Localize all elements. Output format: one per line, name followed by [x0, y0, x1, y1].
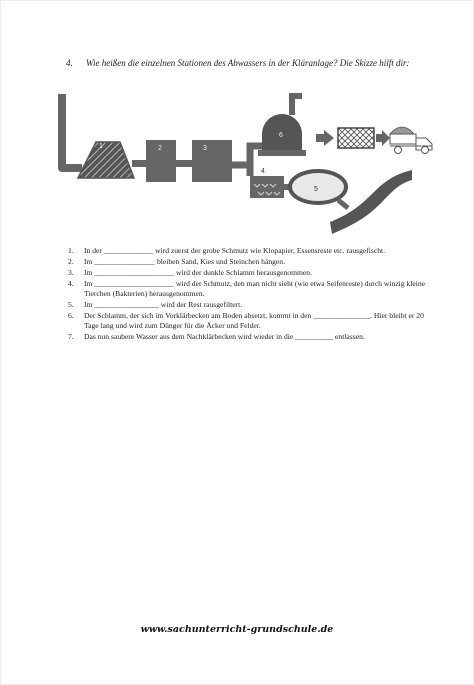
sludge-drying-bed — [338, 128, 374, 148]
label-3: 3 — [203, 145, 207, 152]
task-item — [60, 279, 432, 299]
question-text: Wie heißen die einzelnen Stationen des Abwassers in der Kläranlage? Die Skizze hilft dir: — [86, 58, 410, 68]
task-number: 4. — [68, 279, 74, 288]
task-number: 3. — [68, 268, 74, 277]
task-list — [60, 246, 432, 343]
question-number: 4. — [66, 58, 73, 68]
station-6-digester — [258, 96, 306, 156]
task-item — [60, 257, 432, 267]
arrow-to-truck — [376, 130, 390, 146]
station-3-primary-clarifier — [192, 140, 232, 182]
task-number: 2. — [68, 257, 74, 266]
station-2-grit-chamber — [146, 140, 176, 182]
task-text: Im _____________________ wird der dunkle Schlamm herausgenommen. — [84, 268, 312, 277]
sewage-plant-diagram — [0, 0, 474, 240]
label-4: 4 — [261, 168, 265, 175]
label-5: 5 — [314, 186, 318, 193]
task-text: Im ________________ bleiben Sand, Kies und Steinchen hängen. — [84, 257, 285, 266]
task-text: Das nun saubere Wasser aus dem Nachklärbecken wird wieder in die __________ entlassen. — [84, 332, 365, 341]
footer-website: www.sachunterricht-grundschule.de — [140, 624, 334, 635]
truck-icon — [390, 127, 432, 154]
inlet-pipe — [62, 94, 82, 168]
task-item — [60, 332, 432, 342]
arrow-to-sludge-bed — [316, 130, 334, 146]
task-text: Im _____________________ wird der Schmutz, den man nicht sieht (wie etwa Seifenreste) durch winzig kleine Tierchen (Bakterien) herausgenommen. — [84, 279, 426, 298]
task-text: In der _____________ wird zuerst der grobe Schmutz wie Klopapier, Essensreste etc. rausgefischt. — [84, 246, 386, 255]
station-1-screen — [78, 142, 134, 178]
label-6: 6 — [279, 132, 283, 139]
label-1: 1 — [99, 143, 103, 150]
pipe-2-3 — [176, 160, 192, 167]
outlet-pipe — [338, 200, 348, 208]
task-number: 6. — [68, 311, 74, 320]
task-text: Der Schlamm, der sich im Vorklärbecken am Boden absetzt, kommt in den _______________. Hier bleibt er 20 Tage lang und wird zum Dünger für die Äcker und Felder. — [84, 311, 424, 330]
task-item — [60, 268, 432, 278]
task-item — [60, 311, 432, 331]
task-number: 7. — [68, 332, 74, 341]
label-2: 2 — [158, 145, 162, 152]
station-5-secondary-clarifier — [290, 171, 346, 203]
label-7: 7 — [348, 207, 352, 214]
station-4-aeration-tank — [250, 168, 284, 198]
pipe-1-2 — [132, 160, 146, 167]
task-item — [60, 300, 432, 310]
task-number: 1. — [68, 246, 74, 255]
task-text: Im _________________ wird der Rest rausgefiltert. — [84, 300, 243, 309]
task-number: 5. — [68, 300, 74, 309]
task-item — [60, 246, 432, 256]
